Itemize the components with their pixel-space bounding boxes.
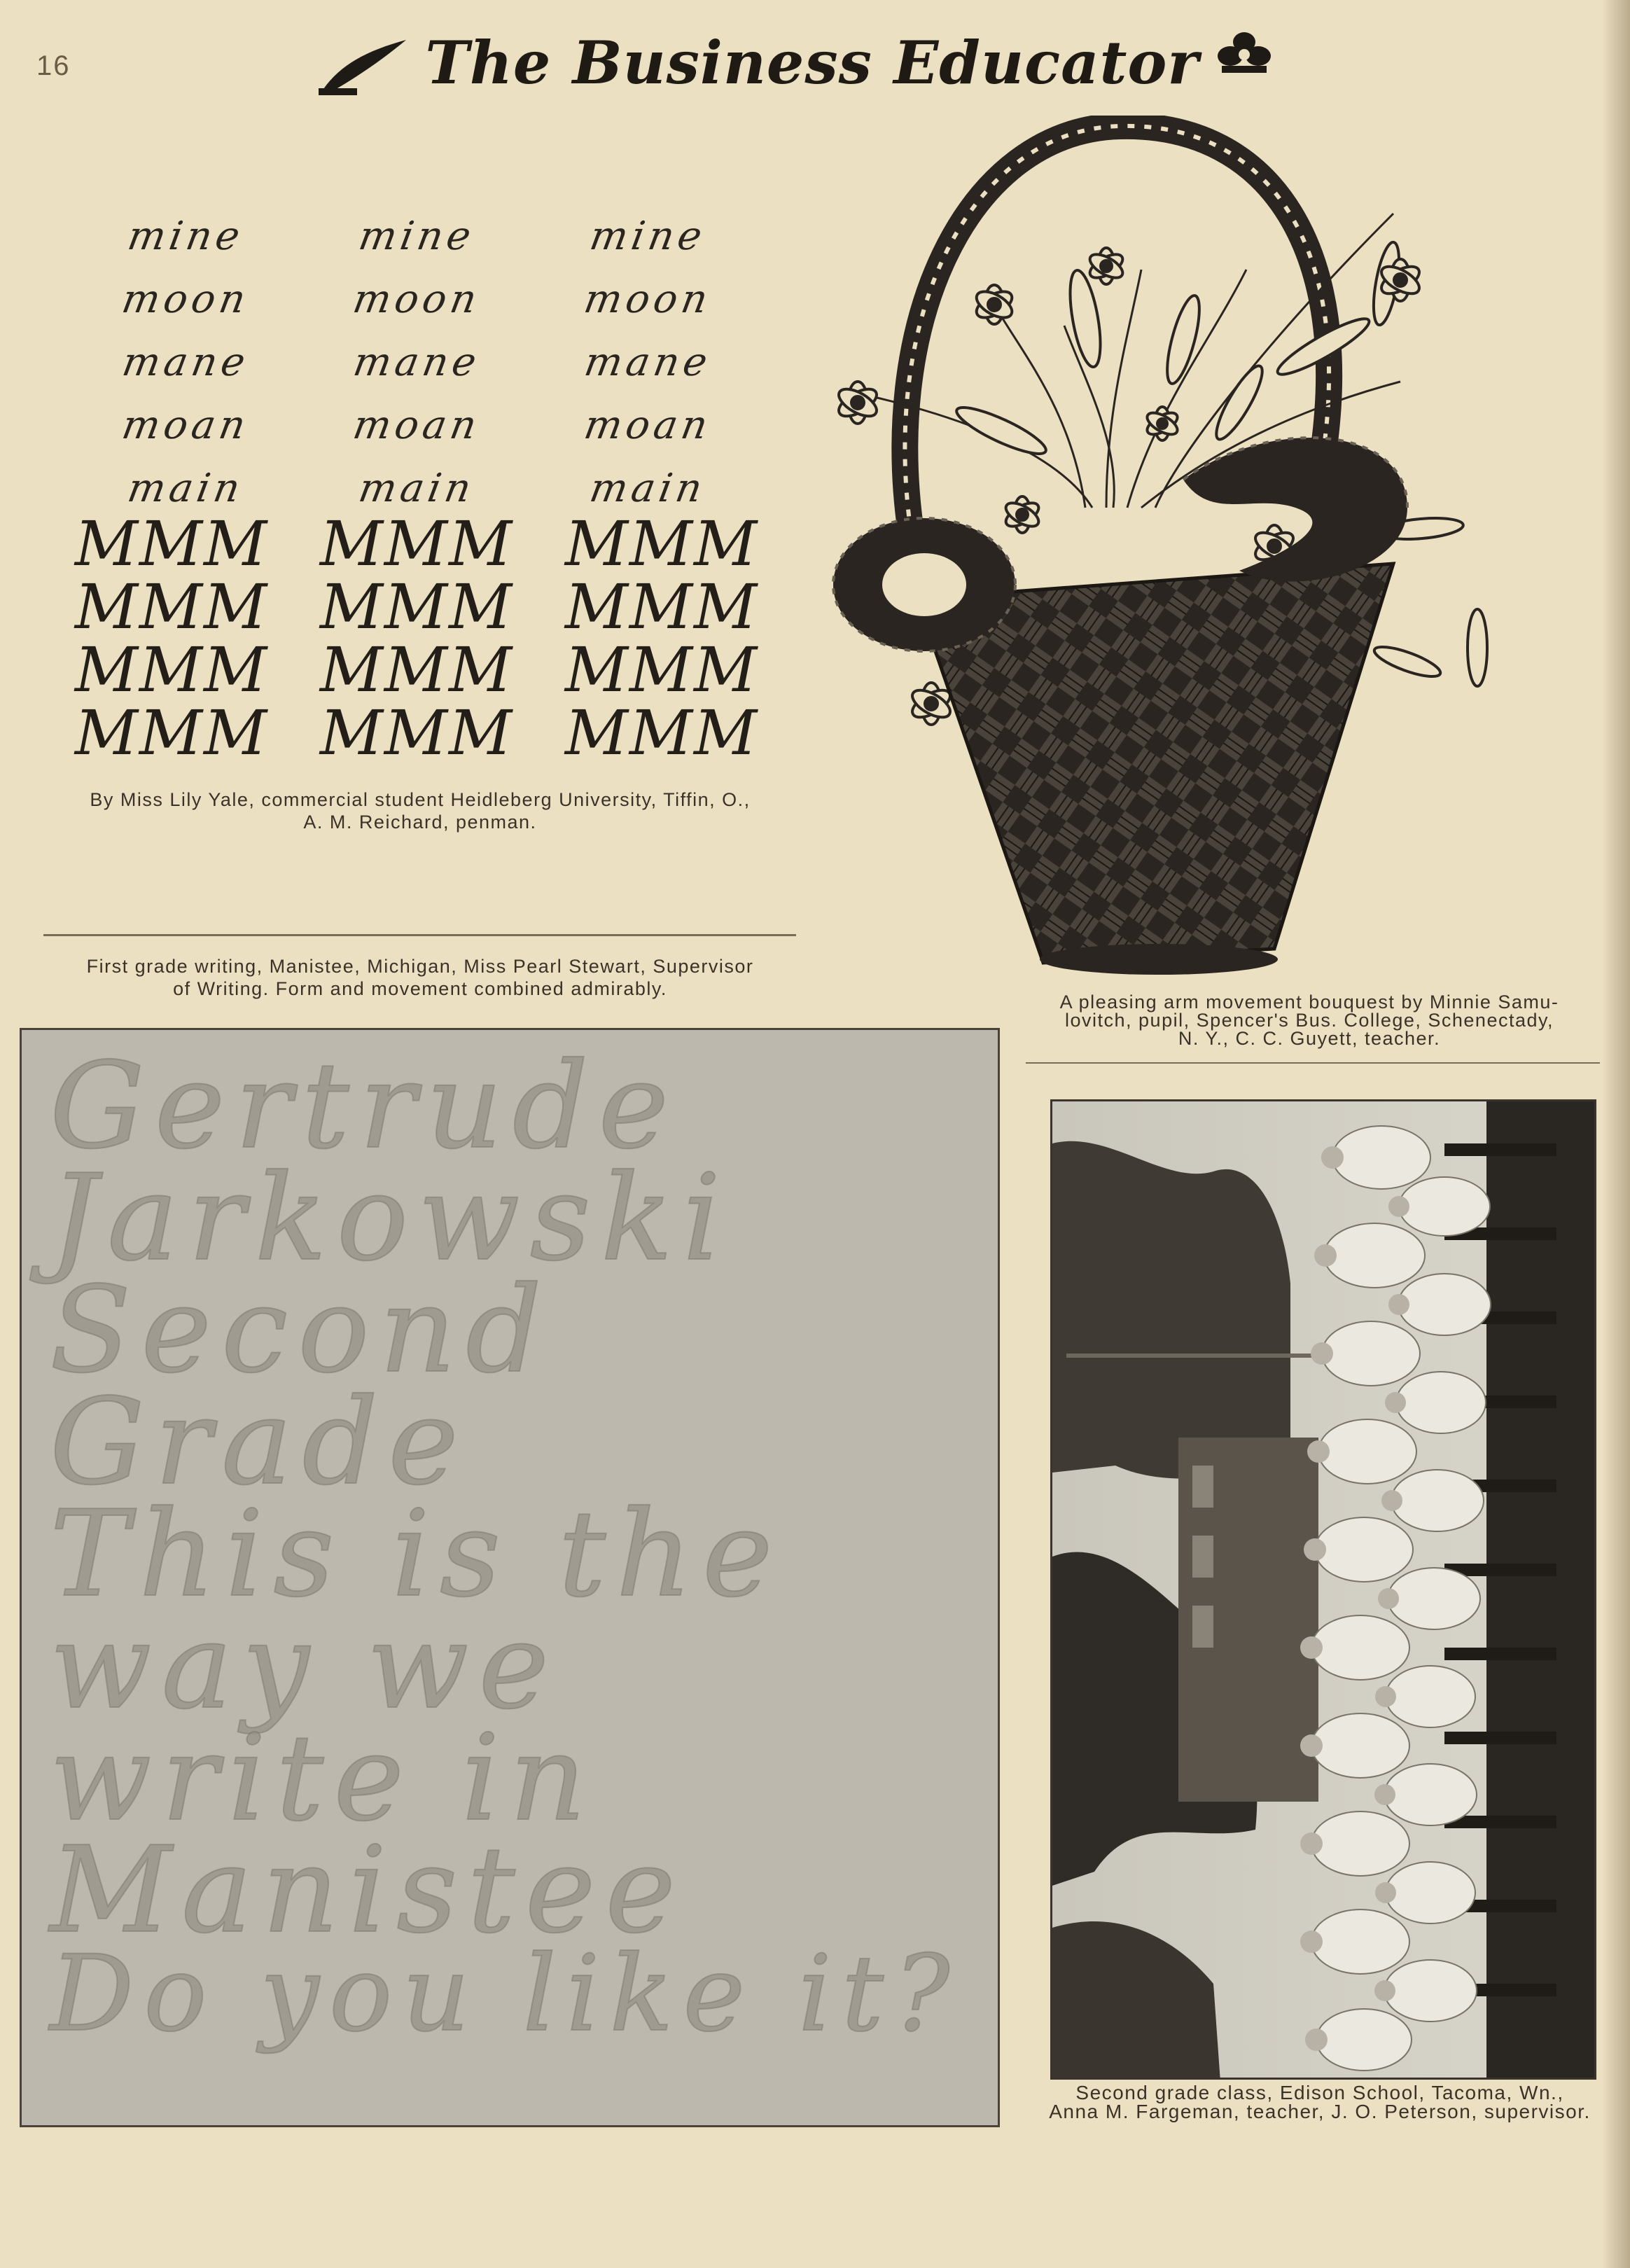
caption-line: A pleasing arm movement bouquest by Minnie Samu- [1059,992,1559,1013]
masthead-title: The Business Educator [425,27,1199,97]
bouquet-caption [1029,993,1589,1048]
word-row-moan [70,403,770,452]
handwriting-sample-photo [20,1028,1000,2127]
paper-edge-shadow [1602,0,1630,2268]
word-row-mane [70,340,770,389]
caption-line: First grade writing, Manistee, Michigan, Miss Pearl Stewart, Supervisor [86,956,754,977]
script-word: moan [349,403,485,448]
handwriting-line: Grade [50,1373,468,1512]
capital-row [49,634,805,704]
handwriting-line: way we [50,1597,559,1736]
capital-row [49,508,805,578]
capital-group: MMM [319,571,514,643]
handwriting-line: write in [50,1709,596,1848]
flower-basket-illustration [791,116,1547,991]
capital-row [49,571,805,641]
class-photo [1050,1099,1596,2080]
handwriting-line: Second [50,1261,552,1400]
specimen-one-caption [42,788,798,833]
first-grade-caption [42,955,798,1000]
masthead [425,24,1199,101]
script-word: mane [580,340,716,385]
caption-line: By Miss Lily Yale, commercial student Heidleberg University, Tiffin, O., [90,789,751,810]
handwriting-line: Do you like it? [50,1933,960,2055]
capital-group: MMM [74,508,269,580]
script-word: main [586,466,710,511]
capital-group: MMM [564,697,759,769]
script-word: moon [580,277,716,322]
handwriting-line: Jarkowski [50,1149,731,1288]
caption-line: A. M. Reichard, penman. [303,812,537,833]
word-row-moon [70,277,770,326]
capital-group: MMM [74,634,269,706]
capital-group: MMM [319,508,514,580]
caption-line: Second grade class, Edison School, Tacoma, Wn., [1075,2082,1564,2103]
class-photo-caption [1036,2083,1603,2121]
capital-group: MMM [319,697,514,769]
script-word: moon [118,277,253,322]
script-word: mane [118,340,253,385]
page-number: 16 [36,50,71,81]
ornament-icon [1215,27,1274,76]
capital-group: MMM [564,571,759,643]
capital-group: MMM [74,571,269,643]
handwriting-line: Gertrude [50,1037,679,1176]
script-word: moon [349,277,485,322]
caption-line: N. Y., C. C. Guyett, teacher. [1178,1028,1441,1049]
script-word: mine [586,214,710,259]
script-word: moan [118,403,253,448]
script-word: main [124,466,248,511]
section-divider [43,934,796,936]
caption-line: of Writing. Form and movement combined admirably. [173,978,667,999]
script-word: main [355,466,479,511]
capital-group: MMM [319,634,514,706]
handwriting-line: This is the [50,1485,783,1624]
quill-pen-icon [319,36,410,96]
handwriting-line: Manistee [50,1821,686,1960]
script-word: mine [124,214,248,259]
capital-group: MMM [564,634,759,706]
word-row-mine [70,214,770,263]
caption-line: lovitch, pupil, Spencer's Bus. College, Schenectady, [1065,1010,1554,1031]
script-word: mane [349,340,485,385]
capital-row [49,697,805,767]
capital-group: MMM [74,697,269,769]
section-divider [1026,1062,1600,1064]
class-photo-image [1052,1101,1596,2080]
capital-group: MMM [564,508,759,580]
script-word: mine [355,214,479,259]
script-word: moan [580,403,716,448]
caption-line: Anna M. Fargeman, teacher, J. O. Peterson, supervisor. [1049,2101,1591,2122]
